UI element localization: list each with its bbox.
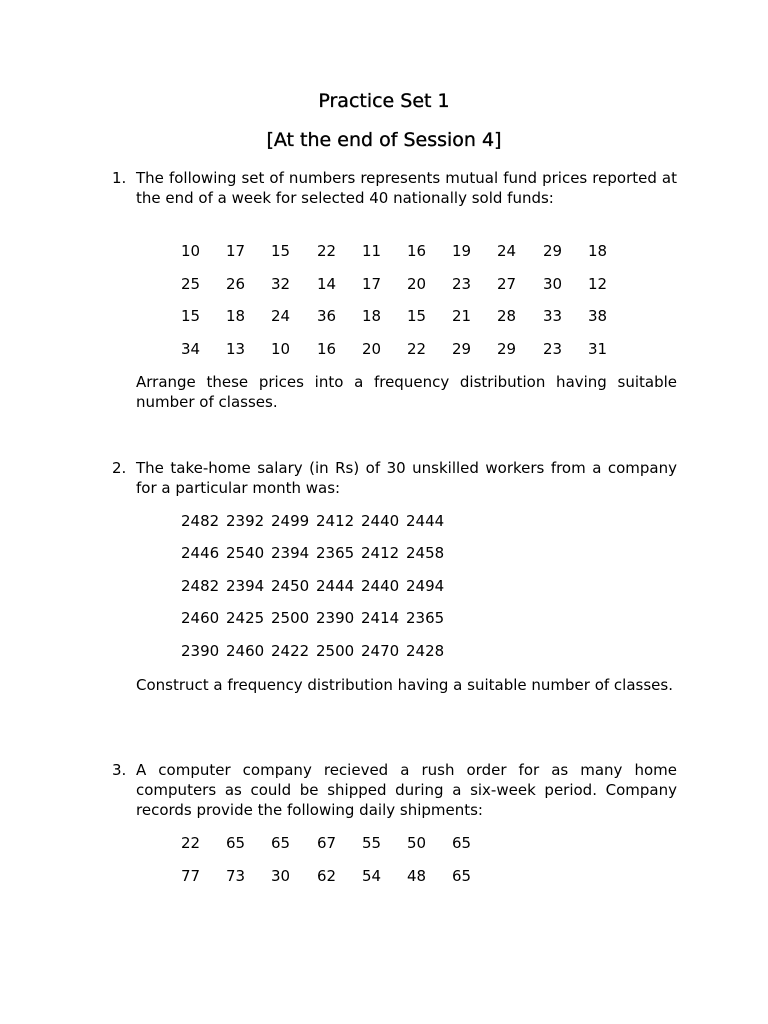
- number-cell: 2494: [406, 577, 445, 595]
- number-cell: 65: [271, 834, 291, 852]
- number-cell: 2450: [271, 577, 310, 595]
- number-cell: 22: [317, 242, 337, 260]
- page-title: Practice Set 1: [318, 90, 450, 112]
- number-cell: 2446: [181, 544, 220, 562]
- number-cell: 23: [452, 275, 472, 293]
- number-cell: 2365: [406, 609, 445, 627]
- number-cell: 2440: [361, 577, 400, 595]
- question-instruction: Arrange these prices into a frequency distribution having suitable number of classes.: [136, 373, 677, 411]
- number-cell: 2428: [406, 642, 445, 660]
- number-cell: 2425: [226, 609, 265, 627]
- number-cell: 2394: [271, 544, 310, 562]
- number-cell: 2444: [406, 512, 445, 530]
- number-cell: 10: [181, 242, 201, 260]
- number-cell: 2390: [316, 609, 355, 627]
- question-text: A computer company recieved a rush order for as many home computers as could be shipped during a six-week period. Company records provide the following daily shipments:: [136, 761, 677, 819]
- number-cell: 2460: [181, 609, 220, 627]
- number-cell: 33: [543, 307, 563, 325]
- number-cell: 24: [271, 307, 291, 325]
- number-cell: 18: [588, 242, 608, 260]
- page-subtitle: [At the end of Session 4]: [266, 129, 502, 151]
- number-cell: 22: [181, 834, 201, 852]
- question-number: 1.: [112, 169, 127, 187]
- number-cell: 22: [407, 340, 427, 358]
- number-cell: 2394: [226, 577, 265, 595]
- number-cell: 2500: [316, 642, 355, 660]
- number-cell: 2499: [271, 512, 310, 530]
- number-cell: 29: [452, 340, 472, 358]
- number-cell: 38: [588, 307, 608, 325]
- number-cell: 15: [407, 307, 427, 325]
- number-cell: 20: [362, 340, 382, 358]
- number-cell: 23: [543, 340, 563, 358]
- number-cell: 17: [362, 275, 382, 293]
- number-cell: 29: [543, 242, 563, 260]
- number-cell: 17: [226, 242, 246, 260]
- number-cell: 67: [317, 834, 337, 852]
- number-cell: 12: [588, 275, 608, 293]
- number-cell: 2458: [406, 544, 445, 562]
- number-cell: 36: [317, 307, 337, 325]
- number-cell: 2390: [181, 642, 220, 660]
- number-cell: 31: [588, 340, 608, 358]
- number-cell: 27: [497, 275, 517, 293]
- number-cell: 29: [497, 340, 517, 358]
- question-instruction: Construct a frequency distribution having a suitable number of classes.: [136, 676, 673, 694]
- number-cell: 62: [317, 867, 337, 885]
- number-cell: 65: [452, 867, 472, 885]
- number-cell: 2414: [361, 609, 400, 627]
- number-cell: 26: [226, 275, 246, 293]
- number-cell: 2412: [361, 544, 400, 562]
- question-number: 3.: [112, 761, 127, 779]
- number-cell: 16: [407, 242, 427, 260]
- number-cell: 18: [226, 307, 246, 325]
- number-cell: 34: [181, 340, 201, 358]
- number-cell: 77: [181, 867, 201, 885]
- number-cell: 16: [317, 340, 337, 358]
- number-cell: 15: [271, 242, 291, 260]
- number-cell: 28: [497, 307, 517, 325]
- number-cell: 20: [407, 275, 427, 293]
- number-cell: 55: [362, 834, 382, 852]
- number-cell: 48: [407, 867, 427, 885]
- question-number: 2.: [112, 459, 127, 477]
- number-cell: 10: [271, 340, 291, 358]
- number-cell: 2540: [226, 544, 265, 562]
- number-cell: 2412: [316, 512, 355, 530]
- number-cell: 50: [407, 834, 427, 852]
- number-cell: 32: [271, 275, 291, 293]
- number-cell: 2392: [226, 512, 265, 530]
- number-cell: 18: [362, 307, 382, 325]
- question-text: The take-home salary (in Rs) of 30 unskilled workers from a company for a particular month was:: [136, 459, 677, 497]
- number-cell: 2422: [271, 642, 310, 660]
- number-cell: 2482: [181, 512, 220, 530]
- number-cell: 30: [543, 275, 563, 293]
- number-cell: 21: [452, 307, 472, 325]
- number-cell: 65: [452, 834, 472, 852]
- number-cell: 73: [226, 867, 246, 885]
- number-cell: 11: [362, 242, 382, 260]
- number-cell: 15: [181, 307, 201, 325]
- number-cell: 2444: [316, 577, 355, 595]
- number-cell: 2460: [226, 642, 265, 660]
- question-text: The following set of numbers represents mutual fund prices reported at the end of a week for selected 40 nationally sold funds:: [136, 169, 677, 207]
- number-cell: 2482: [181, 577, 220, 595]
- number-cell: 24: [497, 242, 517, 260]
- number-cell: 54: [362, 867, 382, 885]
- number-cell: 19: [452, 242, 472, 260]
- number-cell: 25: [181, 275, 201, 293]
- number-cell: 2500: [271, 609, 310, 627]
- number-cell: 30: [271, 867, 291, 885]
- number-cell: 65: [226, 834, 246, 852]
- number-cell: 13: [226, 340, 246, 358]
- number-cell: 14: [317, 275, 337, 293]
- number-cell: 2440: [361, 512, 400, 530]
- number-cell: 2470: [361, 642, 400, 660]
- number-cell: 2365: [316, 544, 355, 562]
